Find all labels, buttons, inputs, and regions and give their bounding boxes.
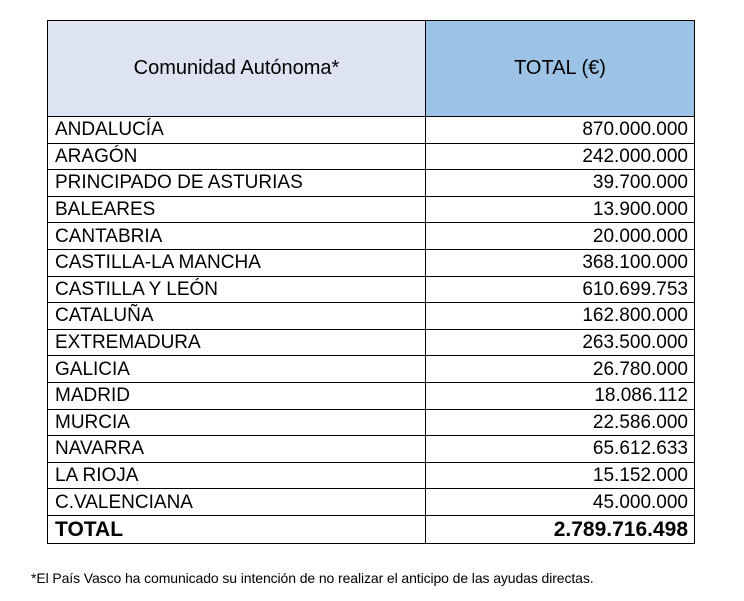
region-name-cell: CASTILLA Y LEÓN [48,276,426,303]
table-row [48,462,695,489]
total-label: TOTAL [48,515,426,543]
amount-cell: 15.152.000 [426,462,695,489]
amount-cell: 13.900.000 [426,196,695,223]
column-header-total: TOTAL (€) [426,21,695,117]
amount-cell: 65.612.633 [426,436,695,463]
aid-table-container [47,20,694,544]
table-row [48,303,695,330]
region-name-cell: NAVARRA [48,436,426,463]
region-name-cell: CASTILLA-LA MANCHA [48,249,426,276]
region-name-cell: MURCIA [48,409,426,436]
table-row [48,356,695,383]
amount-cell: 162.800.000 [426,303,695,330]
amount-cell: 22.586.000 [426,409,695,436]
region-name-cell: ARAGÓN [48,143,426,170]
table-row [48,382,695,409]
total-value: 2.789.716.498 [426,515,695,543]
amount-cell: 242.000.000 [426,143,695,170]
amount-cell: 368.100.000 [426,249,695,276]
table-row [48,489,695,516]
table-row [48,436,695,463]
amount-cell: 870.000.000 [426,117,695,144]
amount-cell: 45.000.000 [426,489,695,516]
table-row [48,143,695,170]
table-header-row [48,21,695,117]
table-row [48,117,695,144]
table-row [48,196,695,223]
table-body [48,117,695,544]
table-row [48,223,695,250]
amount-cell: 39.700.000 [426,170,695,197]
table-row [48,249,695,276]
region-name-cell: C.VALENCIANA [48,489,426,516]
region-name-cell: CANTABRIA [48,223,426,250]
table-row [48,409,695,436]
region-name-cell: LA RIOJA [48,462,426,489]
table-row [48,329,695,356]
aid-distribution-table [47,20,695,544]
amount-cell: 18.086.112 [426,382,695,409]
amount-cell: 26.780.000 [426,356,695,383]
region-name-cell: CATALUÑA [48,303,426,330]
column-header-region: Comunidad Autónoma* [48,21,426,117]
amount-cell: 20.000.000 [426,223,695,250]
region-name-cell: EXTREMADURA [48,329,426,356]
table-row [48,170,695,197]
footnote: *El País Vasco ha comunicado su intención de no realizar el anticipo de las ayudas directas. [31,570,594,586]
region-name-cell: PRINCIPADO DE ASTURIAS [48,170,426,197]
table-total-row [48,515,695,543]
region-name-cell: ANDALUCÍA [48,117,426,144]
region-name-cell: MADRID [48,382,426,409]
amount-cell: 610.699.753 [426,276,695,303]
amount-cell: 263.500.000 [426,329,695,356]
region-name-cell: BALEARES [48,196,426,223]
region-name-cell: GALICIA [48,356,426,383]
table-row [48,276,695,303]
